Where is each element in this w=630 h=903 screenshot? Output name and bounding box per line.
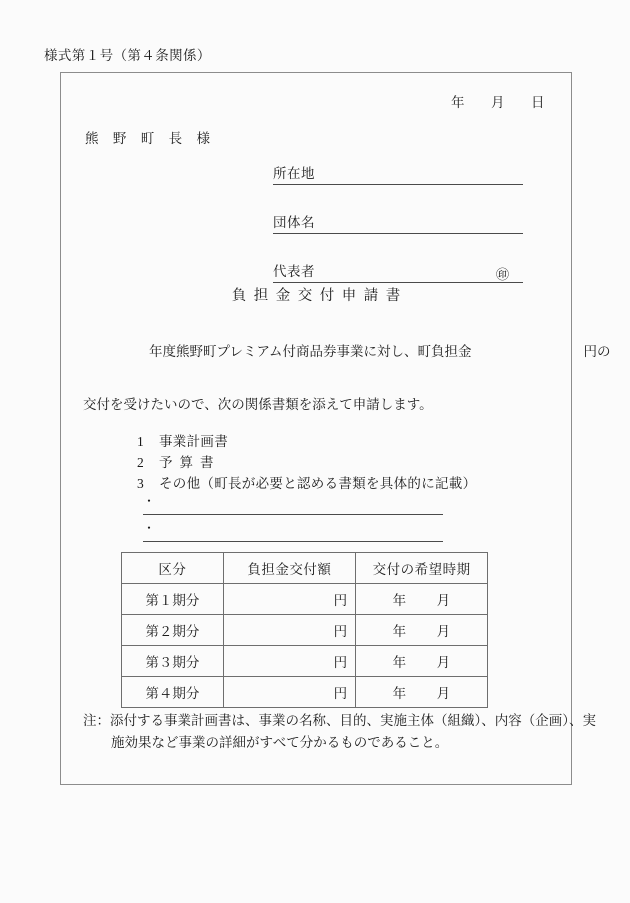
attachment-list <box>137 430 476 493</box>
blank-entry-row[interactable] <box>143 494 443 515</box>
date-day-label: 日 <box>531 95 545 110</box>
footnote-line-1: 注：添付する事業計画書は、事業の名称、目的、実施主体（組織）、内容（企画）、実 <box>83 713 596 728</box>
document-border-box <box>60 72 611 785</box>
row-kubun: 第４期分 <box>122 677 224 708</box>
timing-month-label: 月 <box>436 593 451 608</box>
table-row <box>122 646 488 677</box>
amount-unit: 円 <box>333 624 348 639</box>
payment-schedule-table <box>121 552 488 708</box>
list-item <box>137 472 476 493</box>
body-line1-text: 年度熊野町プレミアム付商品券事業に対し、町負担金 <box>149 344 472 359</box>
column-header-kubun: 区分 <box>122 553 224 584</box>
row-kubun: 第１期分 <box>122 584 224 615</box>
blank-entry-row[interactable] <box>143 521 443 542</box>
applicant-fields <box>273 151 523 283</box>
column-header-amount: 負担金交付額 <box>223 553 355 584</box>
date-year-label: 年 <box>451 95 465 110</box>
row-timing[interactable] <box>356 646 488 677</box>
form-number: 様式第１号（第４条関係） <box>44 48 211 63</box>
table-row <box>122 615 488 646</box>
row-amount[interactable] <box>223 646 355 677</box>
row-amount[interactable] <box>223 584 355 615</box>
attachment-number: 2 <box>137 455 144 470</box>
list-item <box>137 430 476 451</box>
attachment-label: 事業計画書 <box>159 434 228 449</box>
timing-year-label: 年 <box>392 593 407 608</box>
list-item <box>137 451 476 472</box>
table-row <box>122 584 488 615</box>
date-month-label: 月 <box>491 95 505 110</box>
date-line <box>451 91 545 111</box>
row-timing[interactable] <box>356 584 488 615</box>
attachment-label: 予算書 <box>159 455 221 470</box>
attachment-label: その他（町長が必要と認める書類を具体的に記載） <box>159 476 477 491</box>
page-title: 負担金交付申請書 <box>231 288 408 304</box>
timing-year-label: 年 <box>392 655 407 670</box>
row-kubun: 第３期分 <box>122 646 224 677</box>
attachment-number: 3 <box>137 476 144 491</box>
attachment-number: 1 <box>137 434 144 449</box>
column-header-timing: 交付の希望時期 <box>356 553 488 584</box>
body-amount-unit: 円の <box>583 344 611 359</box>
field-address[interactable] <box>273 151 523 185</box>
row-timing[interactable] <box>356 677 488 708</box>
field-representative-label: 代表者 <box>273 264 315 279</box>
footnote-line-2: 施効果など事業の詳細がすべて分かるものであること。 <box>111 735 449 750</box>
footnote <box>83 710 596 754</box>
body-line2-text: 交付を受けたいので、次の関係書類を添えて申請します。 <box>83 397 433 412</box>
field-organization-label: 団体名 <box>273 215 315 230</box>
bullet-icon: ・ <box>143 494 156 508</box>
row-amount[interactable] <box>223 677 355 708</box>
row-kubun: 第２期分 <box>122 615 224 646</box>
amount-unit: 円 <box>333 655 348 670</box>
timing-month-label: 月 <box>436 655 451 670</box>
addressee-line: 熊 野 町 長 様 <box>85 131 216 146</box>
seal-icon: ㊞ <box>495 267 509 282</box>
bullet-icon: ・ <box>143 521 156 535</box>
table-row <box>122 677 488 708</box>
timing-year-label: 年 <box>392 624 407 639</box>
blank-entry-lines <box>143 494 443 548</box>
field-organization[interactable] <box>273 200 523 234</box>
table-header-row <box>122 553 488 584</box>
timing-month-label: 月 <box>436 624 451 639</box>
body-paragraph <box>83 344 611 412</box>
field-representative[interactable] <box>273 249 523 283</box>
timing-year-label: 年 <box>392 686 407 701</box>
row-timing[interactable] <box>356 615 488 646</box>
timing-month-label: 月 <box>436 686 451 701</box>
amount-unit: 円 <box>333 593 348 608</box>
row-amount[interactable] <box>223 615 355 646</box>
field-address-label: 所在地 <box>273 166 315 181</box>
amount-unit: 円 <box>333 686 348 701</box>
